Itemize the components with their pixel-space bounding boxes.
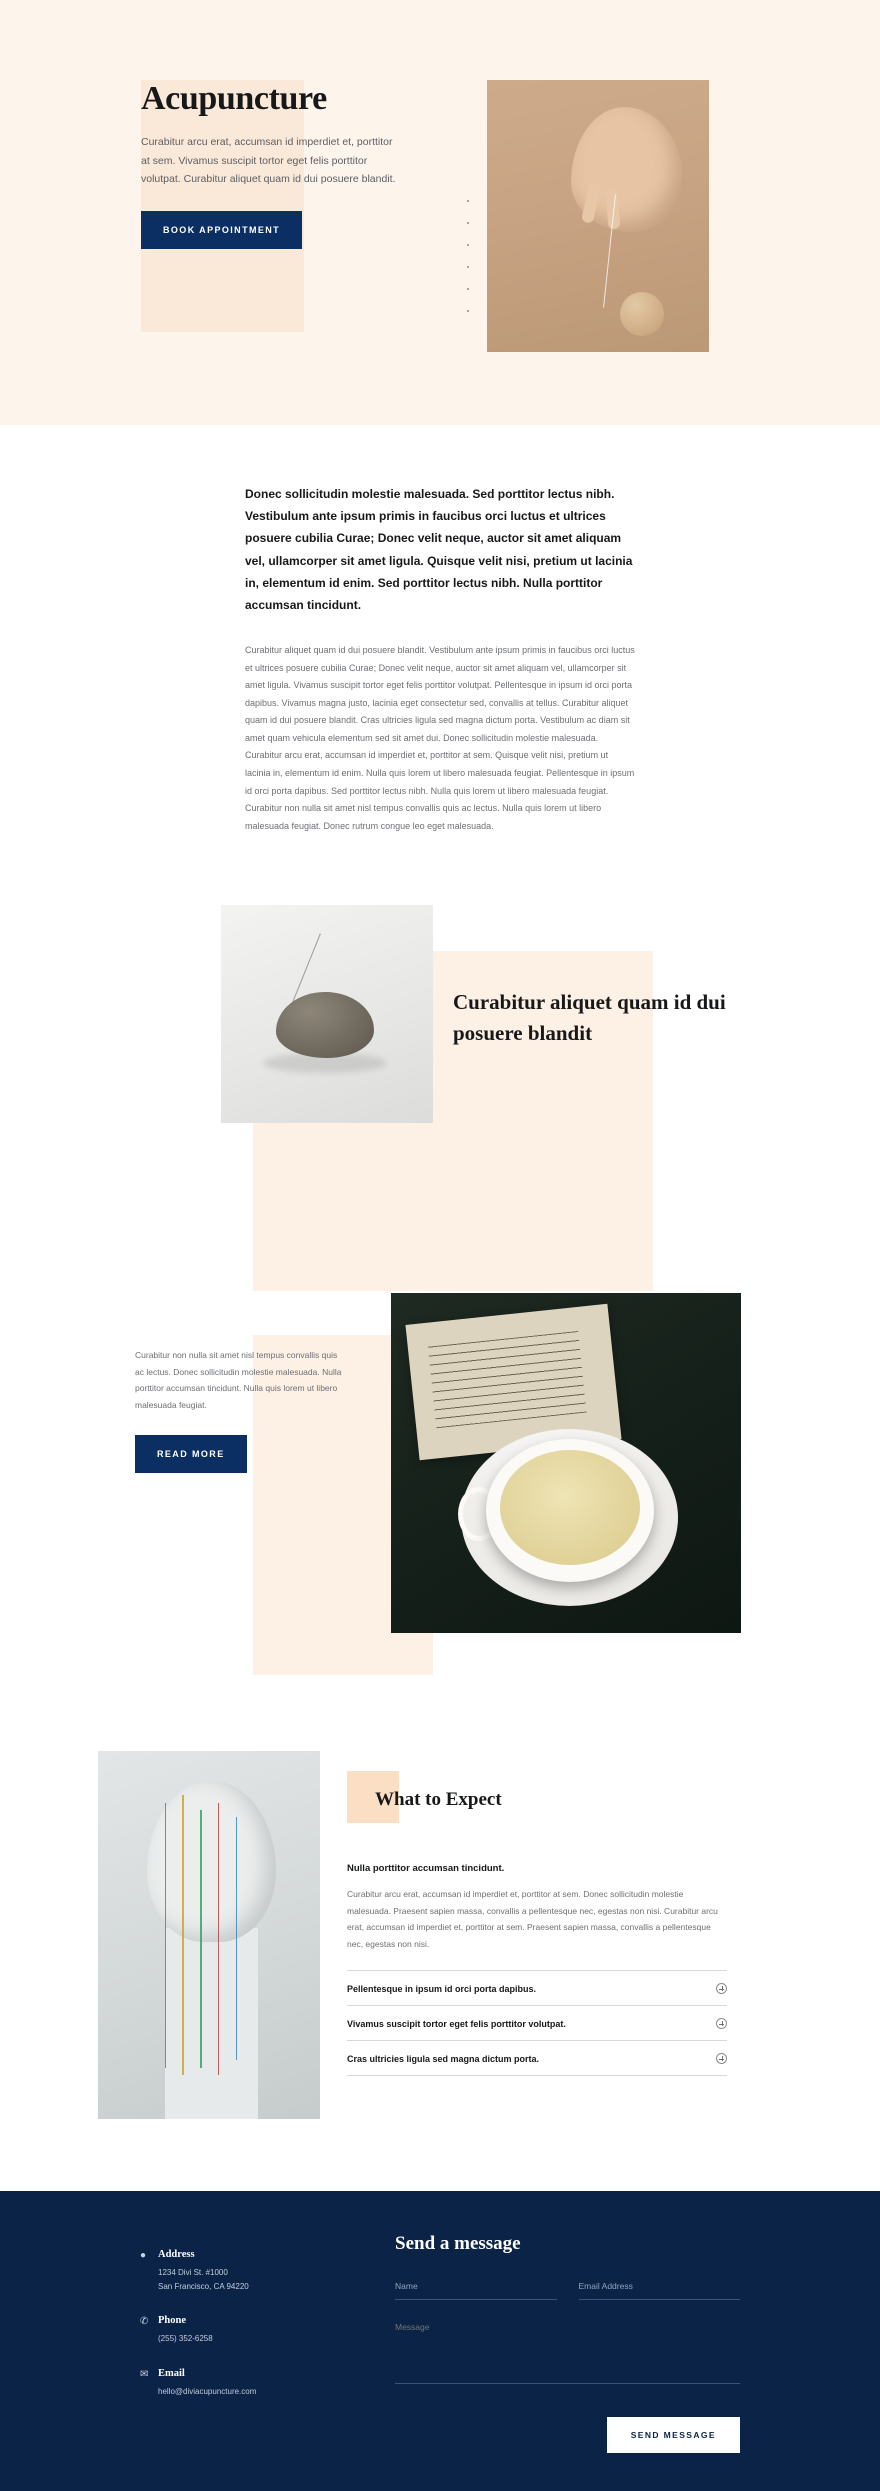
contact-line[interactable]: (255) 352-6258 (158, 2334, 213, 2344)
what-to-expect-subtitle: Nulla porttitor accumsan tincidunt. (347, 1863, 505, 1875)
contact-row-address (140, 2249, 340, 2293)
tea-liquid-shape (500, 1450, 640, 1566)
section-three-paragraph: Curabitur non nulla sit amet nisl tempus convallis quis ac lectus. Donec sollicitudin molestie malesuada. Nulla porttitor accumsan tincidunt. Nulla quis lorem ut libero malesuada feugiat. (135, 1350, 342, 1410)
contact-line[interactable]: hello@diviacupuncture.com (158, 2386, 257, 2396)
what-to-expect-paragraph: Curabitur arcu erat, accumsan id imperdiet et, porttitor at sem. Donec sollicitudin molestie malesuada. Praesent sapien massa, convallis a pellentesque nec, egestas non nisi. Curabitur arcu erat, accumsan id imperdiet et, porttitor at sem. Praesent sapien massa, convallis a pellentesque nec, egestas non nisi. (347, 1889, 718, 1949)
contact-title: Phone (158, 2315, 187, 2327)
form-field-row (395, 2281, 740, 2300)
page-title: Acupuncture (141, 80, 327, 117)
hero-section (0, 0, 880, 425)
hero-paragraph: Curabitur arcu erat, accumsan id imperdiet et, porttitor at sem. Vivamus suscipit tortor eget felis porttitor volutpat. Curabitur aliquet quam id dui posuere blandit. (141, 136, 396, 186)
contact-info-column (140, 2249, 340, 2420)
tea-readmore-section (0, 1335, 880, 1735)
hero-text-block (141, 80, 431, 249)
contact-row-email (140, 2368, 340, 2399)
accordion-item[interactable] (347, 2005, 727, 2040)
what-to-expect-section (0, 1751, 880, 2064)
contact-row-phone (140, 2315, 340, 2346)
accordion-label: Vivamus suscipit tortor eget felis porttitor volutpat. (347, 2018, 566, 2029)
footer-section (0, 2191, 880, 2491)
intro-text-block (245, 483, 635, 835)
send-message-button[interactable]: SEND MESSAGE (607, 2417, 740, 2453)
contact-title: Address (158, 2249, 195, 2261)
accordion-item[interactable] (347, 2040, 727, 2076)
what-to-expect-title: What to Expect (375, 1789, 502, 1811)
contact-line: 1234 Divi St. #1000 (158, 2268, 228, 2278)
what-to-expect-body (347, 1863, 727, 2076)
plus-icon[interactable] (716, 2018, 727, 2029)
read-more-button[interactable]: READ MORE (135, 1435, 247, 1473)
intro-inner (0, 483, 880, 835)
book-appointment-button[interactable]: BOOK APPOINTMENT (141, 211, 302, 249)
acupuncture-model-head-photo (98, 1751, 320, 2119)
model-head-shape (147, 1781, 276, 1943)
model-neck-shape (165, 1928, 258, 2119)
form-title: Send a message (395, 2233, 521, 2255)
accordion-label: Pellentesque in ipsum id orci porta dapibus. (347, 1983, 537, 1994)
intro-body-paragraph: Curabitur aliquet quam id dui posuere blandit. Vestibulum ante ipsum primis in faucibus orci luctus et ultrices posuere cubilia Curae; Donec velit neque, auctor sit amet aliquam vel, ullamcorper sit amet ligula. Vivamus suscipit tortor eget felis porttitor volutpat. Pellentesque in ipsum id orci porta dapibus. Vivamus magna justo, lacinia eget consectetur sed, convallis at tellus. Curabitur aliquet quam id dui posuere blandit. Cras ultricies ligula sed magna dictum porta. Vestibulum ac diam sit amet quam vehicula elementum sed sit amet dui. Donec sollicitudin molestie malesuada. Curabitur arcu erat, accumsan id imperdiet et, porttitor at sem. Quisque velit nisi, pretium ut lacinia in, elementum id enim. Nulla quis lorem ut libero malesuada feugiat. Pellentesque in ipsum id orci porta dapibus. Sed porttitor lectus nibh. Nulla quis lorem ut libero malesuada feugiat. Curabitur non nulla sit amet nisl tempus convallis quis ac lectus. Nulla quis lorem ut libero malesuada feugiat. Donec rutrum congue leo eget malesuada. (245, 645, 635, 831)
location-pin-icon: ● (140, 2250, 147, 2262)
hand-holding-needle-photo (487, 80, 709, 352)
message-field[interactable] (395, 2322, 740, 2384)
contact-title: Email (158, 2367, 185, 2379)
phone-icon: ✆ (140, 2316, 149, 2328)
stone-heading-section (0, 905, 880, 1335)
section-two-heading: Curabitur aliquet quam id dui posuere blandit (453, 990, 726, 1045)
accordion-label: Cras ultricies ligula sed magna dictum porta. (347, 2053, 540, 2064)
herbal-tea-cup-photo (391, 1293, 741, 1633)
stone-shape (276, 992, 374, 1057)
intro-lead-paragraph: Donec sollicitudin molestie malesuada. Sed porttitor lectus nibh. Vestibulum ante ipsum primis in faucibus orci luctus et ultrices posuere cubilia Curae; Donec velit neque, auctor sit amet aliquam vel, ullamcorper sit amet ligula. Quisque velit nisi, pretium ut lacinia in, elementum id enim. Sed porttitor lectus nibh. Nulla porttitor accumsan tincidunt. (245, 487, 633, 612)
name-field[interactable] (395, 2281, 557, 2300)
stone-with-needle-photo (221, 905, 433, 1123)
plus-icon[interactable] (716, 1983, 727, 1994)
contact-line: San Francisco, CA 94220 (158, 2281, 249, 2291)
email-field[interactable] (579, 2281, 741, 2300)
intro-section (0, 425, 880, 905)
hero-inner (0, 40, 880, 370)
plus-icon[interactable] (716, 2053, 727, 2064)
accordion-item[interactable] (347, 1970, 727, 2005)
send-button-wrapper (395, 2417, 740, 2453)
contact-form (395, 2233, 740, 2453)
section-three-text-block (135, 1347, 345, 1473)
envelope-icon: ✉ (140, 2368, 149, 2380)
ball-shape (620, 292, 664, 336)
